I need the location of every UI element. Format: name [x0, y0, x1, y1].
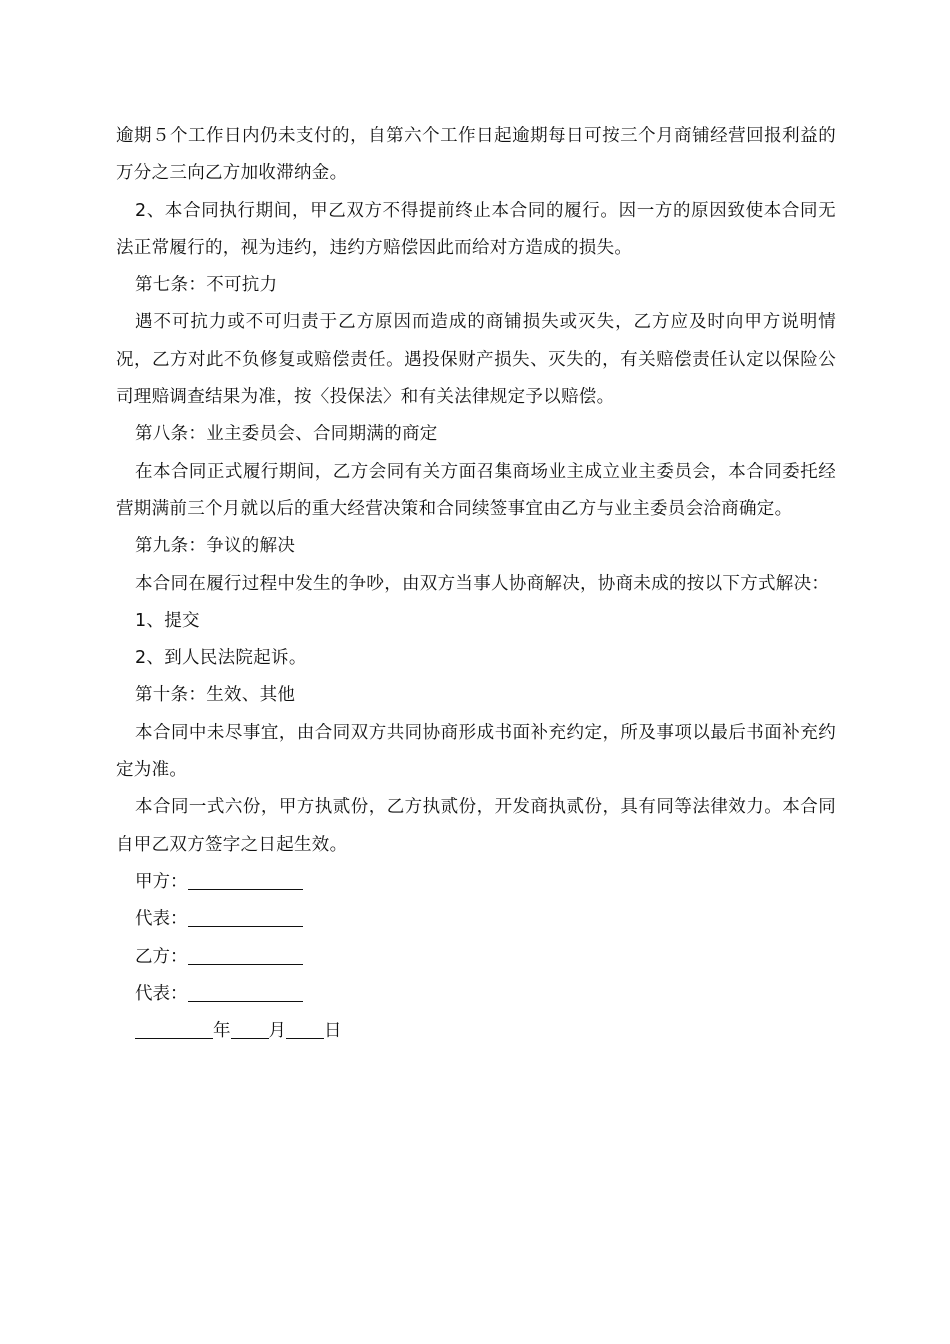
signature-rep-b [116, 976, 836, 1013]
paragraph-dispute-resolution: 本合同在履行过程中发生的争吵，由双方当事人协商解决，协商未成的按以下方式解决： [135, 573, 830, 594]
heading-article-8: 第八条：业主委员会、合同期满的商定 [135, 424, 438, 445]
paragraph-termination: 2、本合同执行期间，甲乙双方不得提前终止本合同的履行。因一方的原因致使本合同无法正常履行的，视为违约，违约方赔偿因此而给对方造成的损失。 [116, 200, 836, 258]
date-line [116, 1013, 836, 1050]
signature-label: 代表： [135, 909, 188, 930]
heading-article-7: 第七条：不可抗力 [135, 275, 278, 296]
signature-label: 代表： [135, 983, 188, 1004]
signature-blank-line [188, 944, 303, 965]
signature-party-a [116, 864, 836, 901]
year-label: 年 [213, 1021, 231, 1042]
year-blank-line [135, 1018, 213, 1039]
list-item-submit: 1、提交 [135, 610, 200, 631]
signature-label: 甲方： [135, 871, 188, 892]
signature-party-b [116, 939, 836, 976]
signature-blank-line [188, 906, 303, 927]
paragraph-supplement: 本合同中未尽事宜，由合同双方共同协商形成书面补充约定，所及事项以最后书面补充约定为准。 [116, 722, 836, 781]
paragraph-late-payment: 逾期５个工作日内仍未支付的，自第六个工作日起逾期每日可按三个月商铺经营回报利益的万分之三向乙方加收滞纳金。 [116, 126, 836, 184]
heading-article-9: 第九条：争议的解决 [135, 536, 296, 557]
signature-blank-line [188, 981, 303, 1002]
month-label: 月 [268, 1021, 286, 1042]
heading-article-10: 第十条：生效、其他 [135, 685, 296, 706]
signature-rep-a [116, 901, 836, 938]
contract-body [116, 118, 836, 1050]
signature-blank-line [188, 869, 303, 890]
list-item-court: 2、到人民法院起诉。 [135, 648, 307, 669]
paragraph-copies: 本合同一式六份，甲方执贰份，乙方执贰份，开发商执贰份，具有同等法律效力。本合同自甲乙双方签字之日起生效。 [116, 797, 836, 855]
paragraph-force-majeure: 遇不可抗力或不可归责于乙方原因而造成的商铺损失或灭失，乙方应及时向甲方说明情况，乙方对此不负修复或赔偿责任。遇投保财产损失、灭失的，有关赔偿责任认定以保险公司理赔调查结果为准，按〈投保法〉和有关法律规定予以赔偿。 [116, 312, 836, 408]
signature-label: 乙方： [135, 946, 188, 967]
day-label: 日 [324, 1021, 342, 1042]
paragraph-owners-committee: 在本合同正式履行期间，乙方会同有关方面召集商场业主成立业主委员会，本合同委托经营期满前三个月就以后的重大经营决策和合同续签事宜由乙方与业主委员会洽商确定。 [116, 461, 836, 519]
month-blank-line [231, 1018, 269, 1039]
day-blank-line [286, 1018, 324, 1039]
